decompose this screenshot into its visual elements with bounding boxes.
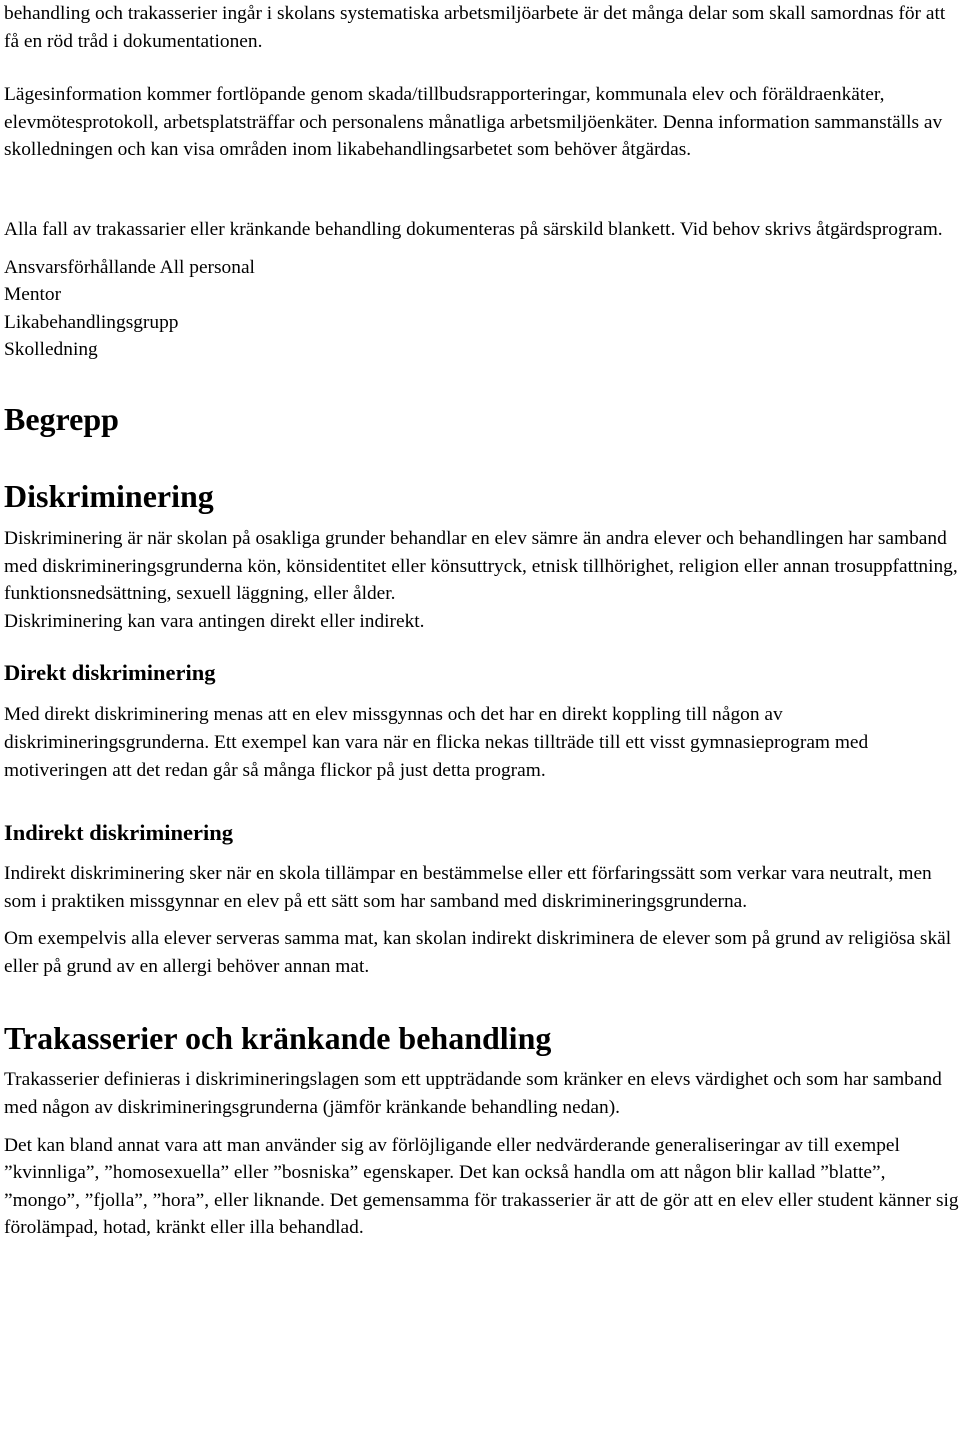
diskriminering-paragraph: Diskriminering är när skolan på osakliga grunder behandlar en elev sämre än andra elever och behandlingen har samband med diskrimineringsgrunderna kön, könsidentitet eller könsuttryck, etnisk tillhörighet, religion eller annan trosuppfattning, funktionsnedsättning, sexuell läggning, eller ålder. <box>4 527 958 605</box>
indirekt-diskriminering-heading: Indirekt diskriminering <box>4 820 233 846</box>
direkt-diskriminering-heading: Direkt diskriminering <box>4 660 216 686</box>
document-page <box>4 0 960 1242</box>
indirekt-example-paragraph: Om exempelvis alla elever serveras samma mat, kan skolan indirekt diskriminera de elever som på grund av religiösa skäl eller på grund av en allergi behöver annan mat. <box>4 928 952 977</box>
ansvar-line-all-personal: Ansvarsförhållande All personal <box>4 256 255 278</box>
trakasserier-definition-paragraph: Trakasserier definieras i diskrimineringslagen som ett uppträdande som kränker en elevs värdighet och som har samband med någon av diskrimineringsgrunderna (jämför kränkande behandling nedan). <box>4 1069 942 1119</box>
alla-fall-paragraph: Alla fall av trakassarier eller kränkande behandling dokumenteras på särskild blankett. Vid behov skrivs åtgärdsprogram. <box>4 218 943 240</box>
ansvar-line-likabehandlingsgrupp: Likabehandlingsgrupp <box>4 311 179 333</box>
ansvar-line-mentor: Mentor <box>4 284 62 306</box>
indirekt-diskriminering-paragraph: Indirekt diskriminering sker när en skola tillämpar en bestämmelse eller ett förfaringssätt som verkar vara neutralt, men som i praktiken missgynnar en elev på ett sätt som har samband med diskrimineringsgrunderna. <box>4 863 932 912</box>
ansvar-block <box>4 254 960 364</box>
ansvar-line-skolledning: Skolledning <box>4 339 98 361</box>
diskriminering-types-paragraph: Diskriminering kan vara antingen direkt eller indirekt. <box>4 610 425 632</box>
trakasserier-examples-paragraph: Det kan bland annat vara att man använder sig av förlöjligande eller nedvärderande generaliseringar av till exempel ”kvinnliga”, ”homosexuella” eller ”bosniska” egenskaper. Det kan också handla om att någon blir kallad ”blatte”, ”mongo”, ”fjolla”, ”hora”, eller liknande. Det gemensamma för trakasserier är att de gör att en elev eller student känner sig förolämpad, hotad, kränkt eller illa behandlad. <box>4 1134 959 1239</box>
trakasserier-heading: Trakasserier och kränkande behandling <box>4 1020 552 1057</box>
direkt-diskriminering-paragraph: Med direkt diskriminering menas att en elev missgynnas och det har en direkt koppling till någon av diskrimineringsgrunderna. Ett exempel kan vara när en flicka nekas tillträde till ett visst gymnasieprogram med motiveringen att det redan går så många flickor på just detta program. <box>4 704 869 781</box>
intro-continuation-paragraph: behandling och trakasserier ingår i skolans systematiska arbetsmiljöarbete är det många delar som skall samordnas för att få en röd tråd i dokumentationen. <box>4 3 946 52</box>
lagesinformation-paragraph: Lägesinformation kommer fortlöpande genom skada/tillbudsrapporteringar, kommunala elev och föräldraenkäter, elevmötesprotokoll, arbetsplatsträffar och personalens månatliga arbetsmiljöenkäter. Denna information sammanställs av skolledningen och kan visa områden inom likabehandlingsarbetet som behöver åtgärdas. <box>4 84 943 161</box>
diskriminering-heading: Diskriminering <box>4 477 214 514</box>
begrepp-heading: Begrepp <box>4 400 119 437</box>
